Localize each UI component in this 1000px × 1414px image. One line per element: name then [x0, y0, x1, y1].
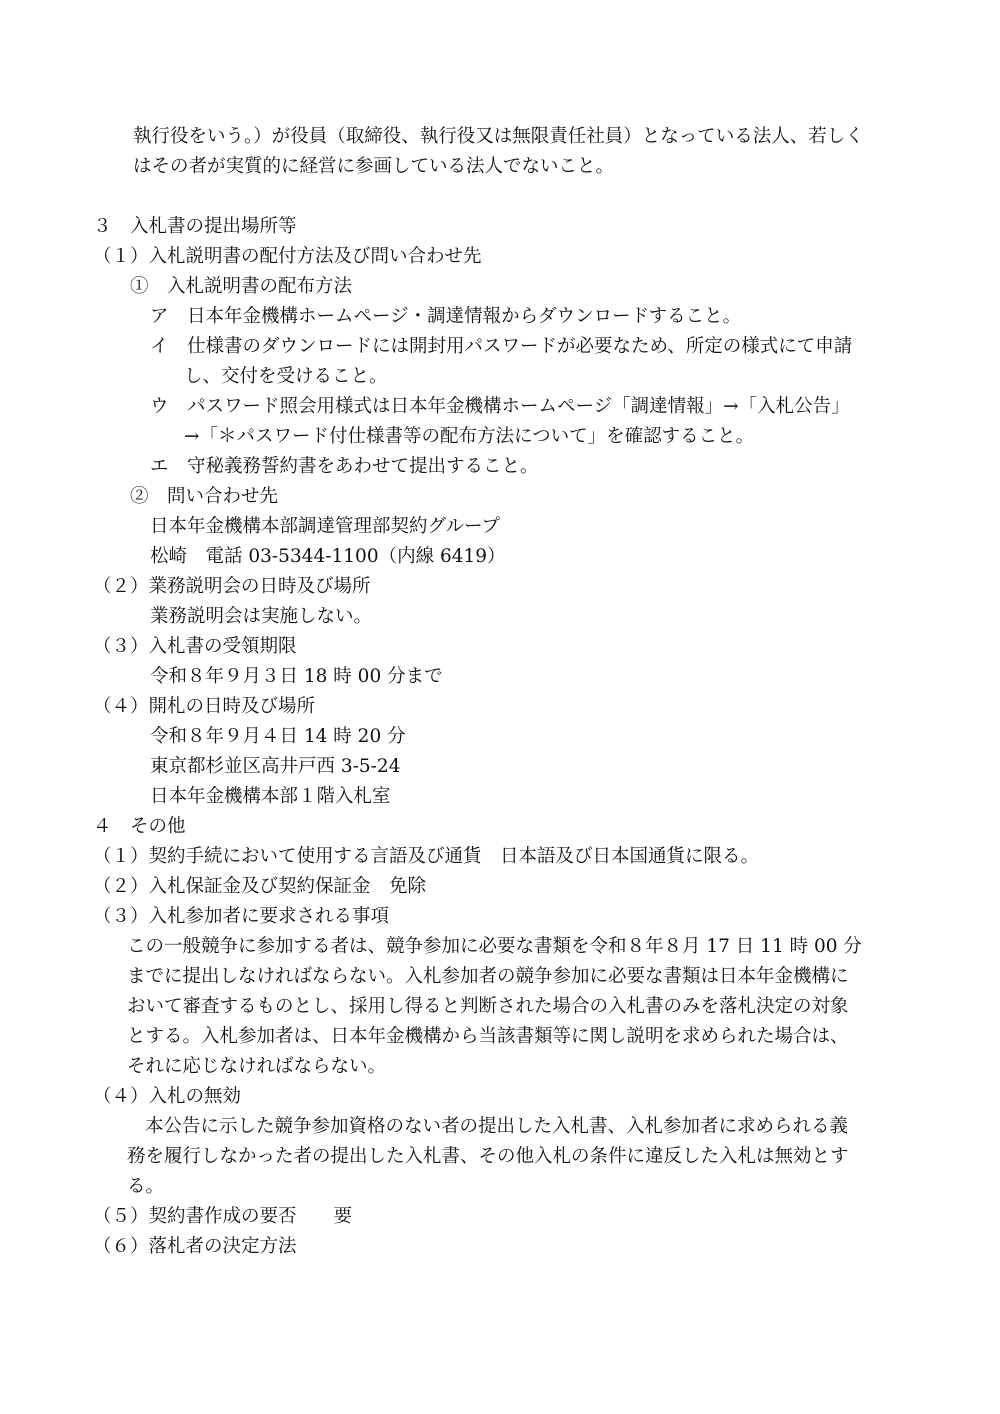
text-line: それに応じなければならない。: [127, 1056, 387, 1077]
text-line: おいて審査するものとし、採用し得ると判断された場合の入札書のみを落札決定の対象: [127, 996, 849, 1017]
section-heading: ４ その他: [93, 816, 186, 837]
text-line: とする。入札参加者は、日本年金機構から当該書類等に関し説明を求められた場合は、: [127, 1026, 849, 1047]
text-line: 務を履行しなかった者の提出した入札書、その他入札の条件に違反した入札は無効とす: [127, 1146, 849, 1167]
text-line: 松崎 電話 03-5344-1100（内線 6419）: [150, 546, 506, 567]
text-line: 令和８年９月４日 14 時 20 分: [150, 726, 406, 747]
text-line: 東京都杉並区高井戸西 3-5-24: [150, 756, 401, 777]
text-line: エ 守秘義務誓約書をあわせて提出すること。: [150, 456, 539, 477]
subsection-heading: （４）入札の無効: [93, 1086, 242, 1107]
text-line: までに提出しなければならない。入札参加者の競争参加に必要な書類は日本年金機構に: [127, 966, 849, 987]
subsection-heading: （１）入札説明書の配付方法及び問い合わせ先: [93, 246, 482, 267]
text-line: 本公告に示した競争参加資格のない者の提出した入札書、入札参加者に求められる義: [145, 1116, 849, 1137]
text-line: 日本年金機構本部調達管理部契約グループ: [150, 516, 501, 537]
text-line: ウ パスワード照会用様式は日本年金機構ホームページ「調達情報」→「入札公告」: [150, 396, 850, 417]
subsection-heading: （５）契約書作成の要否 要: [93, 1206, 353, 1227]
subsection-heading: （２）入札保証金及び契約保証金 免除: [93, 876, 427, 897]
text-line: し、交付を受けること。: [184, 366, 388, 387]
text-line: ア 日本年金機構ホームページ・調達情報からダウンロードすること。: [150, 306, 742, 327]
text-line: 執行役をいう。）が役員（取締役、執行役又は無限責任社員）となっている法人、若しく: [133, 126, 864, 147]
text-line: る。: [127, 1176, 165, 1197]
item-heading: ① 入札説明書の配布方法: [130, 276, 353, 297]
text-line: →「＊パスワード付仕様書等の配布方法について」を確認すること。: [184, 426, 755, 447]
subsection-heading: （２）業務説明会の日時及び場所: [93, 576, 371, 597]
text-line: はその者が実質的に経営に参画している法人でないこと。: [133, 156, 615, 177]
item-heading: ② 問い合わせ先: [130, 486, 279, 507]
text-line: 日本年金機構本部１階入札室: [150, 786, 391, 807]
text-line: イ 仕様書のダウンロードには開封用パスワードが必要なため、所定の様式にて申請: [150, 336, 853, 357]
subsection-heading: （３）入札書の受領期限: [93, 636, 297, 657]
subsection-heading: （６）落札者の決定方法: [93, 1236, 297, 1257]
subsection-heading: （３）入札参加者に要求される事項: [93, 906, 390, 927]
text-line: 令和８年９月３日 18 時 00 分まで: [150, 666, 443, 687]
section-heading: ３ 入札書の提出場所等: [93, 216, 297, 237]
subsection-heading: （４）開札の日時及び場所: [93, 696, 316, 717]
subsection-heading: （１）契約手続において使用する言語及び通貨 日本語及び日本国通貨に限る。: [93, 846, 760, 867]
text-line: 業務説明会は実施しない。: [150, 606, 373, 627]
text-line: この一般競争に参加する者は、競争参加に必要な書類を令和８年８月 17 日 11 時 00 分: [127, 936, 862, 957]
